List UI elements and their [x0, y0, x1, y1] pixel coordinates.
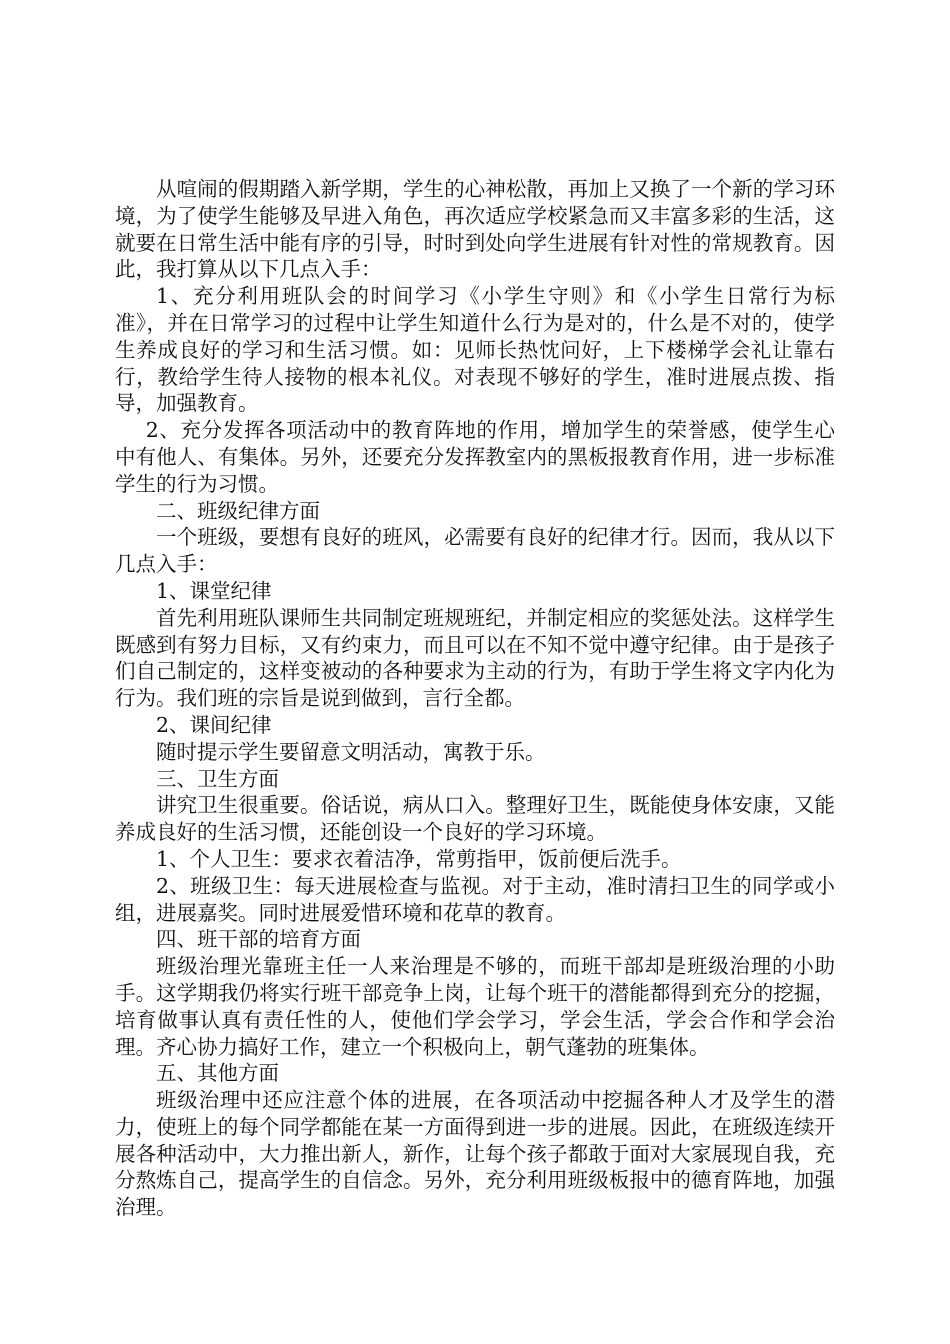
paragraph-classroom-discipline: 首先利用班队课师生共同制定班规班纪，并制定相应的奖惩处法。这样学生既感到有努力目标，又有约束力，而且可以在不知不觉中遵守纪律。由于是孩子们自己制定的，这样变被动的各种要求为主动的行为，有助于学生将文字内化为行为。我们班的宗旨是说到做到，言行全都。	[115, 605, 835, 711]
paragraph-personal-hygiene: 1、个人卫生：要求衣着洁净，常剪指甲，饭前便后洗手。	[156, 846, 682, 871]
subheading-classroom-discipline: 1、课堂纪律	[156, 578, 272, 603]
paragraph-item-1-behavior: 1、充分利用班队会的时间学习《小学生守则》和《小学生日常行为标准》，并在日常学习的过程中让学生知道什么行为是对的，什么是不对的，使学生养成良好的学习和生活习惯。如：见师长热忱问好，上下楼梯学会礼让靠右行，教给学生待人接物的根本礼仪。对表现不够好的学生，准时进展点拨、指导，加强教育。	[115, 284, 835, 416]
section-heading-other: 五、其他方面	[156, 1061, 279, 1086]
paragraph-item-2-activities: 2、充分发挥各项活动中的教育阵地的作用，增加学生的荣誉感，使学生心中有他人、有集体。另外，还要充分发挥教室内的黑板报教育作用，进一步标准学生的行为习惯。	[115, 418, 835, 496]
paragraph-hygiene-intro: 讲究卫生很重要。俗话说，病从口入。整理好卫生，既能使身体安康，又能养成良好的生活习惯，还能创设一个良好的学习环境。	[115, 793, 835, 845]
paragraph-break-discipline: 随时提示学生要留意文明活动，寓教于乐。	[156, 739, 546, 764]
subheading-break-discipline: 2、课间纪律	[156, 712, 272, 737]
paragraph-intro: 从喧闹的假期踏入新学期，学生的心神松散，再加上又换了一个新的学习环境，为了使学生能够及早进入角色，再次适应学校紧急而又丰富多彩的生活，这就要在日常生活中能有序的引导，时时到处向学生进展有针对性的常规教育。因此，我打算从以下几点入手：	[115, 177, 835, 282]
paragraph-discipline-intro: 一个班级，要想有良好的班风，必需要有良好的纪律才行。因而，我从以下几点入手：	[115, 525, 835, 577]
document-body	[115, 176, 835, 1221]
paragraph-class-hygiene: 2、班级卫生：每天进展检查与监视。对于主动，准时清扫卫生的同学或小组，进展嘉奖。同时进展爱惜环境和花草的教育。	[115, 873, 835, 925]
section-heading-discipline: 二、班级纪律方面	[156, 498, 320, 523]
paragraph-other: 班级治理中还应注意个体的进展，在各项活动中挖掘各种人才及学生的潜力，使班上的每个同学都能在某一方面得到进一步的进展。因此，在班级连续开展各种活动中，大力推出新人，新作，让每个孩子都敢于面对大家展现自我，充分熬炼自己，提高学生的自信念。另外，充分利用班级板报中的德育阵地，加强治理。	[115, 1088, 835, 1220]
section-heading-class-leaders: 四、班干部的培育方面	[156, 927, 361, 952]
paragraph-class-leaders: 班级治理光靠班主任一人来治理是不够的，而班干部却是班级治理的小助手。这学期我仍将实行班干部竞争上岗，让每个班干的潜能都得到充分的挖掘，培育做事认真有责任性的人，使他们学会学习，学会生活，学会合作和学会治理。齐心协力搞好工作，建立一个积极向上，朝气蓬勃的班集体。	[115, 954, 835, 1059]
section-heading-hygiene: 三、卫生方面	[156, 766, 279, 791]
